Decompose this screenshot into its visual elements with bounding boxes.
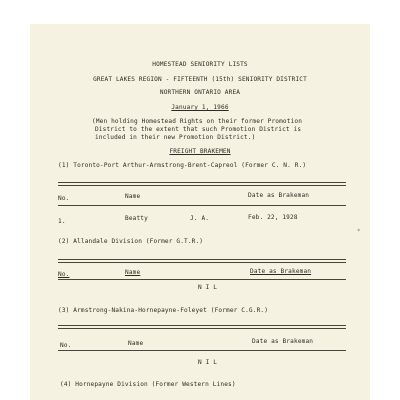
section-title: FREIGHT BRAKEMEN	[169, 148, 231, 155]
section-heading-3: (3) Armstrong-Nakina-Hornepayne-Foleyet (Former C.G.R.)	[58, 307, 269, 314]
row-date: Feb. 22, 1928	[248, 214, 298, 221]
document-title: HOMESTEAD SENIORITY LISTS	[152, 61, 248, 68]
document-page	[30, 24, 370, 400]
section-heading-4: (4) Hornepayne Division (Former Western Lines)	[60, 381, 236, 388]
row-number: 1.	[58, 218, 66, 225]
section-heading-2: (2) Allandale Division (Former G.T.R.)	[58, 238, 204, 245]
table-rule	[58, 279, 346, 280]
row-initials: J. A.	[190, 215, 210, 222]
column-header-no: No.	[58, 195, 70, 202]
note-line-3: included in their new Promotion District.)	[95, 134, 256, 141]
column-header-date: Date as Brakeman	[250, 268, 312, 275]
margin-mark: *	[357, 228, 361, 235]
column-header-name: Name	[125, 193, 141, 200]
table-rule	[58, 262, 346, 263]
row-name: Beatty	[125, 215, 148, 222]
table-rule	[58, 182, 346, 183]
table-rule	[58, 259, 346, 260]
nil-text: N I L	[198, 284, 218, 291]
table-rule	[58, 328, 346, 329]
column-header-name: Name	[128, 340, 144, 347]
table-rule	[58, 350, 346, 351]
table-rule	[58, 205, 346, 206]
table-rule	[58, 185, 346, 186]
nil-text: N I L	[198, 359, 218, 366]
area-line: NORTHERN ONTARIO AREA	[159, 89, 241, 96]
effective-date: January 1, 1966	[171, 104, 229, 111]
note-line-1: (Men holding Homestead Rights on their former Promotion	[92, 118, 303, 125]
region-line: GREAT LAKES REGION - FIFTEENTH (15th) SENIORITY DISTRICT	[93, 76, 307, 83]
section-heading-1: (1) Toronto-Port Arthur-Armstrong-Brent-Capreol (Former C. N. R.)	[58, 162, 307, 169]
column-header-name: Name	[125, 269, 141, 276]
table-rule	[58, 325, 346, 326]
column-header-no: No.	[60, 342, 72, 349]
column-header-no: No.	[58, 271, 70, 278]
note-line-2: District to the extent that such Promotion District is	[95, 126, 302, 133]
column-header-date: Date as Brakeman	[252, 338, 314, 345]
column-header-date: Date as Brakeman	[248, 192, 310, 199]
